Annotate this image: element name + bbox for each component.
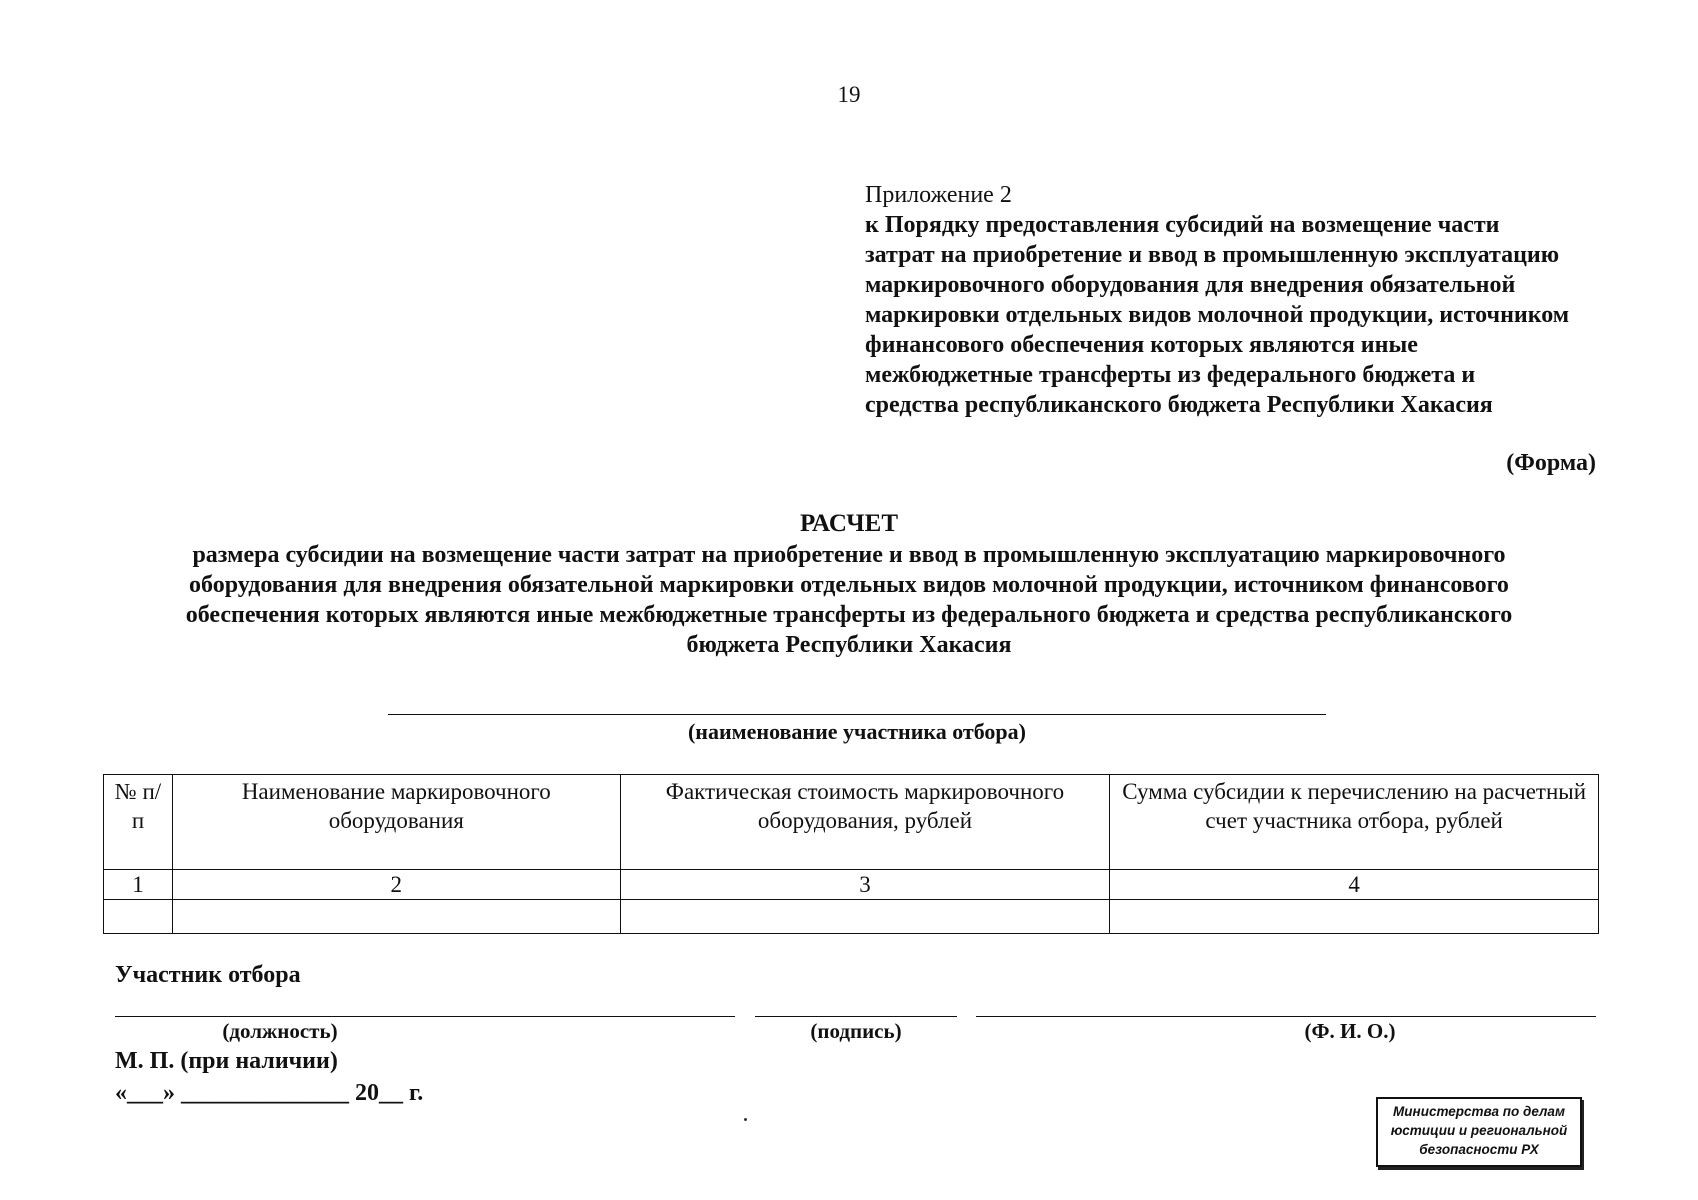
stamp-line: безопасности РХ [1419,1142,1539,1157]
ministry-stamp [1376,1097,1582,1167]
stamp-line: Министерства по делам [1393,1104,1565,1119]
stamp-line: юстиции и региональной [1390,1123,1568,1138]
table-cell[interactable] [1110,900,1599,934]
document-title: РАСЧЕТ [799,510,898,537]
seal-text: М. П. (при наличии) [115,1048,338,1074]
form-label: (Форма) [1506,450,1596,476]
table-header-row [104,775,1599,870]
document-subtitle: размера субсидии на возмещение части затрат на приобретение и ввод в промышленную эксплуатацию маркировочного оборудования для внедрения обязательной маркировки отдельных видов молочной продукции, источником финансового обеспечения которых являются иные межбюджетные трансферты из федерального бюджета и средства республиканского бюджета Республики Хакасия [185,542,1513,658]
name-line [976,1016,1596,1017]
name-caption: (Ф. И. О.) [1304,1019,1396,1043]
column-number: 3 [620,870,1110,900]
header-subsidy-amount: Сумма субсидии к перечислению на расчетный счет участника отбора, рублей [1110,775,1599,870]
scan-speck [744,1118,747,1121]
header-actual-cost: Фактическая стоимость маркировочного оборудования, рублей [620,775,1110,870]
column-number: 1 [104,870,173,900]
appendix-title: Приложение 2 [865,182,1012,208]
appendix-block [865,180,1625,420]
table-cell[interactable] [104,900,173,934]
header-equipment-name: Наименование маркировочного оборудования [172,775,620,870]
table-cell[interactable] [620,900,1110,934]
header-number: № п/п [104,775,173,870]
position-line [115,1016,735,1017]
column-number: 4 [1110,870,1599,900]
table-row [104,900,1599,934]
participant-name-caption: (наименование участника отбора) [687,719,1026,744]
signature-caption: (подпись) [810,1019,902,1043]
appendix-text: к Порядку предоставления субсидий на возмещение части затрат на приобретение и ввод в промышленную эксплуатацию маркировочного оборудования для внедрения обязательной маркировки отдельных видов молочной продукции, источником финансового обеспечения которых являются иные межбюджетные трансферты из федерального бюджета и средства республиканского бюджета Республики Хакасия [865,212,1570,418]
calculation-table [103,774,1599,934]
position-caption: (должность) [222,1019,338,1043]
column-number: 2 [172,870,620,900]
table-cell[interactable] [172,900,620,934]
column-number-row [104,870,1599,900]
date-field: «___» ______________ 20__ г. [115,1080,424,1106]
page-number: 19 [837,82,861,107]
participant-name-line [388,714,1326,715]
participant-label: Участник отбора [115,962,301,988]
signature-line [755,1016,957,1017]
